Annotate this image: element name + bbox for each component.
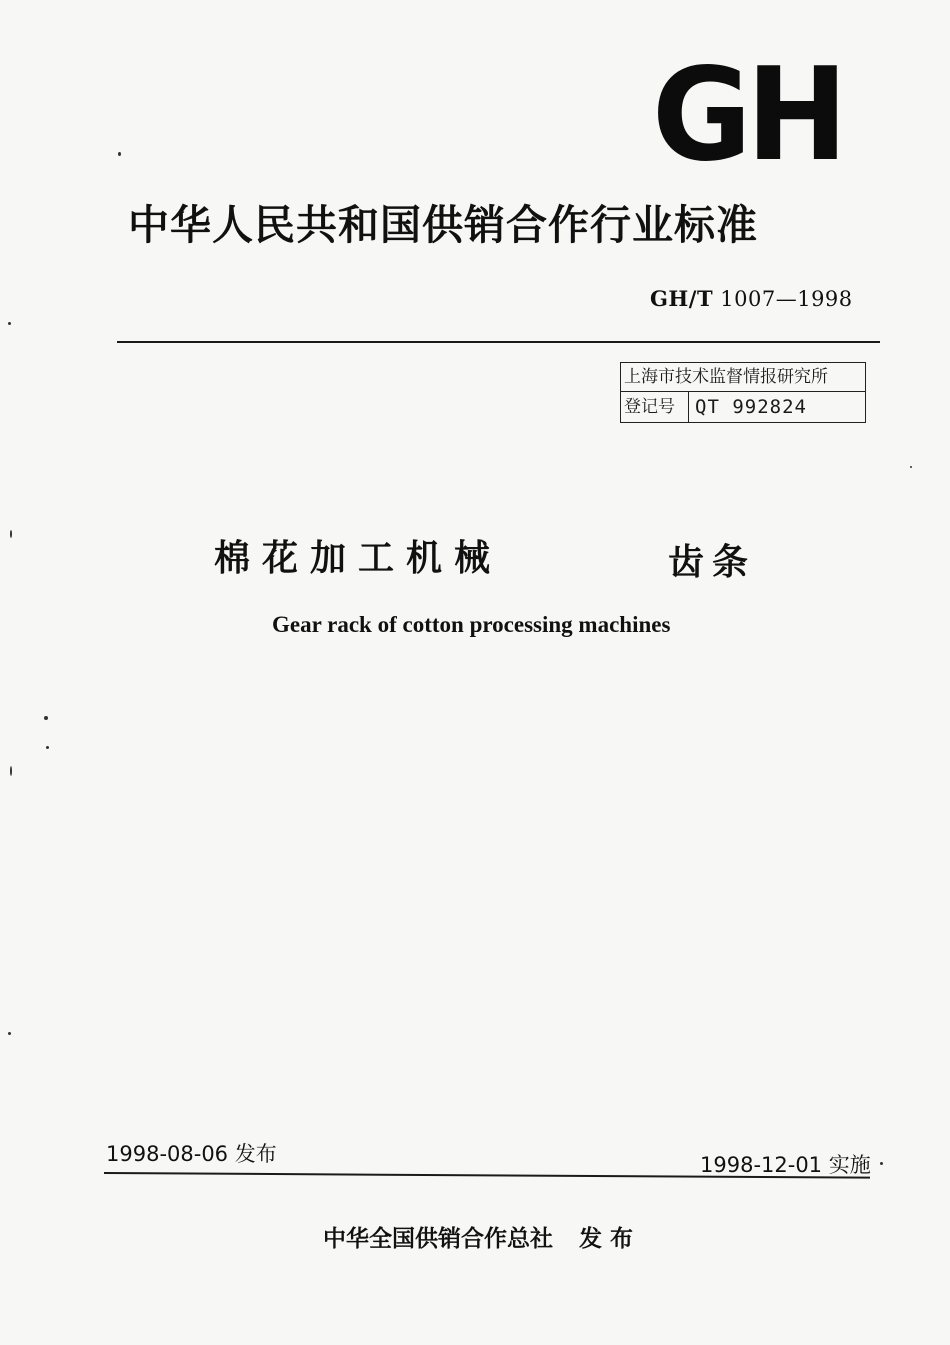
issue-date: 1998-08-06 发布 — [106, 1142, 277, 1166]
publish-verb: 发布 — [579, 1226, 642, 1252]
scan-speck — [10, 766, 12, 776]
scan-speck — [118, 152, 121, 156]
registration-row — [621, 392, 865, 422]
top-divider — [117, 341, 880, 343]
title-chinese-main: 棉花加工机械 — [214, 538, 503, 579]
publisher-line — [323, 1220, 641, 1253]
scan-speck — [46, 746, 49, 749]
standard-code-prefix: GH/T — [650, 286, 714, 311]
scan-speck — [910, 466, 912, 468]
registration-stamp — [620, 362, 866, 423]
org-title: 中华人民共和国供销合作行业标准 — [128, 201, 758, 249]
scan-speck — [10, 530, 12, 538]
registration-number: QT 992824 — [695, 396, 807, 418]
publisher-name: 中华全国供销合作总社 — [323, 1226, 553, 1252]
title-chinese-sub: 齿条 — [668, 542, 757, 583]
title-english: Gear rack of cotton processing machines — [272, 612, 671, 637]
registration-label: 登记号 — [621, 392, 689, 422]
scan-speck — [8, 322, 11, 325]
gh-logo: GH — [652, 41, 843, 190]
standard-code — [650, 286, 853, 311]
standard-code-number: 1007—1998 — [720, 287, 853, 311]
registration-institute: 上海市技术监督情报研究所 — [621, 363, 865, 392]
scan-speck — [8, 1032, 11, 1035]
scan-speck — [44, 716, 48, 720]
scan-speck — [880, 1162, 883, 1165]
implementation-date: 1998-12-01 实施 — [700, 1153, 871, 1177]
